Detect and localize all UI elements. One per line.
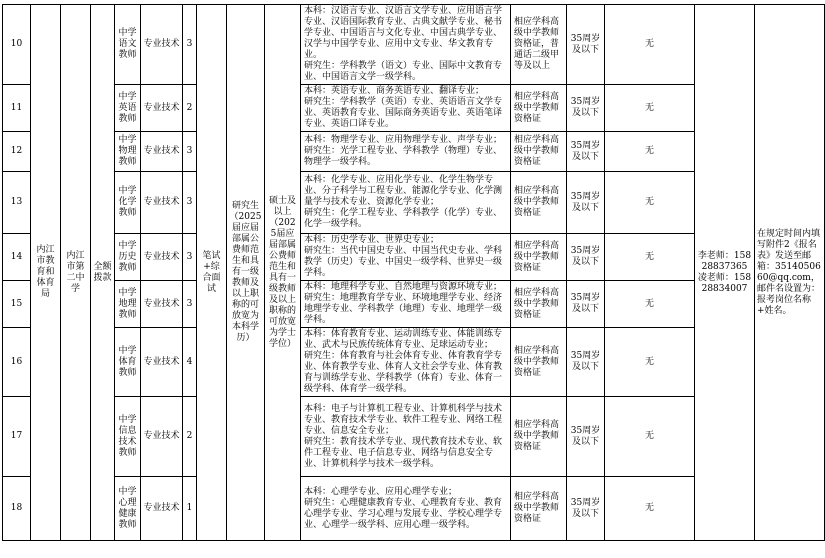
position-name: 中学信息技术教师 (115, 397, 141, 477)
major-line: 研究生：教育技术学专业、现代教育技术专业、软件工程专业、电子信息专业、网络与信息安全专业、计算机科学与技术一级学科。 (304, 436, 503, 469)
row-number: 12 (3, 132, 31, 172)
unit-cell: 内江市第二中学 (61, 5, 91, 541)
age-requirement: 35周岁及以下 (567, 477, 605, 541)
other-requirement: 无 (605, 132, 695, 172)
major-requirement (301, 328, 511, 397)
age-requirement: 35周岁及以下 (567, 85, 605, 132)
major-requirement (301, 85, 511, 132)
major-requirement (301, 281, 511, 328)
position-name: 中学体育教师 (115, 328, 141, 397)
other-requirement: 无 (605, 234, 695, 281)
other-requirement: 无 (605, 477, 695, 541)
recruit-count: 3 (183, 132, 197, 172)
major-line: 研究生：体育教育与社会体育专业、体育教育学专业、体育教学专业、体育人文社会学专业、体育教育与训练学专业、学科教学（体育）专业、体育一级学科、体育学一级学科。 (304, 351, 503, 394)
education-cell: 研究生（2025届应届部属公费师范生和具有一级教师及以上职称的可放宽为本科学历） (227, 5, 265, 541)
position-name: 中学物理教师 (115, 132, 141, 172)
row-number: 11 (3, 85, 31, 132)
certificate-requirement: 相应学科高级中学教师资格证，普通话二级甲等及以上 (511, 5, 567, 85)
position-category: 专业技术 (141, 5, 183, 85)
table-row (3, 5, 825, 85)
major-line: 本科：化学专业、应用化学专业、化学生物学专业、分子科学与工程专业、能源化学专业、化学测量学与技术专业、资源化学专业； (304, 175, 503, 207)
row-number: 14 (3, 234, 31, 281)
recruit-count: 3 (183, 234, 197, 281)
position-category: 专业技术 (141, 281, 183, 328)
certificate-requirement: 相应学科高级中学教师资格证 (511, 477, 567, 541)
age-requirement: 35周岁及以下 (567, 172, 605, 234)
other-requirement: 无 (605, 172, 695, 234)
certificate-requirement: 相应学科高级中学教师资格证 (511, 281, 567, 328)
recruit-count: 2 (183, 397, 197, 477)
position-name: 中学语文教师 (115, 5, 141, 85)
major-line: 研究生：化学工程专业、学科教学（化学）专业、化学一级学科。 (304, 208, 503, 229)
table-body (3, 5, 825, 541)
position-name: 中学地理教师 (115, 281, 141, 328)
position-name: 中学化学教师 (115, 172, 141, 234)
certificate-requirement: 相应学科高级中学教师资格证 (511, 397, 567, 477)
position-category: 专业技术 (141, 328, 183, 397)
position-category: 专业技术 (141, 172, 183, 234)
position-name: 中学心理健康教师 (115, 477, 141, 541)
position-category: 专业技术 (141, 397, 183, 477)
recruit-count: 3 (183, 5, 197, 85)
major-line: 本科：心理学专业、应用心理学专业； (304, 486, 458, 497)
department-cell: 内江市教育和体育局 (31, 5, 61, 541)
degree-cell: 硕士及以上（2025届应届部属公费师范生和具有一级教师及以上职称的可放宽为学士学位） (265, 5, 301, 541)
major-requirement (301, 132, 511, 172)
position-category: 专业技术 (141, 132, 183, 172)
major-line: 本科：历史学专业、世界史专业； (304, 235, 440, 245)
major-requirement (301, 5, 511, 85)
other-requirement: 无 (605, 5, 695, 85)
row-number: 13 (3, 172, 31, 234)
age-requirement: 35周岁及以下 (567, 234, 605, 281)
major-line: 研究生：学科教学（英语）专业、英语语言文学专业、英语教育专业、国际商务英语专业、英语笔译专业、英语口译专业。 (304, 97, 503, 129)
exam-method-cell: 笔试+综合面试 (197, 5, 227, 541)
major-line: 本科：地理科学专业、自然地理与资源环境专业； (304, 282, 503, 292)
position-category: 专业技术 (141, 85, 183, 132)
major-line: 研究生：学科教学（语文）专业、国际中文教育专业、中国语言文学一级学科。 (304, 61, 503, 82)
major-line: 研究生：地理教育学专业、环境地理学专业、经济地理学专业、学科教学（地理）专业、地理学一级学科。 (304, 293, 503, 325)
recruit-count: 3 (183, 172, 197, 234)
other-requirement: 无 (605, 328, 695, 397)
certificate-requirement: 相应学科高级中学教师资格证 (511, 234, 567, 281)
certificate-requirement: 相应学科高级中学教师资格证 (511, 328, 567, 397)
age-requirement: 35周岁及以下 (567, 328, 605, 397)
major-line: 本科：汉语言专业、汉语言文学专业、应用语言学专业、汉语国际教育专业、古典文献学专业、秘书学专业、中国语言与文化专业、中国古典学专业、汉学与中国学专业、应用中文专业、华文教育专业。 (304, 6, 503, 60)
major-requirement (301, 234, 511, 281)
major-line: 研究生：光学工程专业、学科教学（物理）专业、物理学一级学科。 (304, 146, 503, 167)
position-name: 中学历史教师 (115, 234, 141, 281)
other-requirement: 无 (605, 397, 695, 477)
major-line: 本科：体育教育专业、运动训练专业、体能训练专业、武术与民族传统体育专业、足球运动专业； (304, 329, 503, 350)
major-requirement (301, 397, 511, 477)
funding-cell: 全额拨款 (91, 5, 115, 541)
age-requirement: 35周岁及以下 (567, 5, 605, 85)
row-number: 18 (3, 477, 31, 541)
recruit-count: 3 (183, 281, 197, 328)
position-category: 专业技术 (141, 234, 183, 281)
position-category: 专业技术 (141, 477, 183, 541)
age-requirement: 35周岁及以下 (567, 132, 605, 172)
contact-cell: 李老师：15828837365 凌老师：15828834007 (695, 5, 755, 541)
recruit-count: 1 (183, 477, 197, 541)
recruit-count: 4 (183, 328, 197, 397)
other-requirement: 无 (605, 281, 695, 328)
row-number: 10 (3, 5, 31, 85)
recruit-count: 2 (183, 85, 197, 132)
major-line: 研究生：心理健康教育专业、心理教育专业、教育心理学专业、学习心理与发展专业、学校心理学专业、心理学一级学科、应用心理一级学科。 (304, 497, 503, 530)
remark-cell: 在规定时间内填写附件2《报名表》发送至邮箱：3514050660@qq.com，邮件名设置为：报考岗位名称+姓名。 (755, 5, 825, 541)
major-line: 研究生：当代中国史专业、中国当代史专业、学科教学（历史）专业、中国史一级学科、世界史一级学科。 (304, 246, 503, 278)
major-line: 本科：电子与计算机工程专业、计算机科学与技术专业、教育技术学专业、软件工程专业、网络工程专业、信息安全专业； (304, 403, 503, 436)
certificate-requirement: 相应学科高级中学教师资格证 (511, 172, 567, 234)
major-line: 本科：英语专业、商务英语专业、翻译专业； (304, 86, 485, 96)
certificate-requirement: 相应学科高级中学教师资格证 (511, 85, 567, 132)
row-number: 17 (3, 397, 31, 477)
major-requirement (301, 477, 511, 541)
row-number: 16 (3, 328, 31, 397)
other-requirement: 无 (605, 85, 695, 132)
certificate-requirement: 相应学科高级中学教师资格证 (511, 132, 567, 172)
recruitment-table (2, 4, 825, 541)
position-name: 中学英语教师 (115, 85, 141, 132)
major-line: 本科：物理学专业、应用物理学专业、声学专业； (304, 135, 503, 145)
age-requirement: 35周岁及以下 (567, 281, 605, 328)
row-number: 15 (3, 281, 31, 328)
major-requirement (301, 172, 511, 234)
age-requirement: 35周岁及以下 (567, 397, 605, 477)
